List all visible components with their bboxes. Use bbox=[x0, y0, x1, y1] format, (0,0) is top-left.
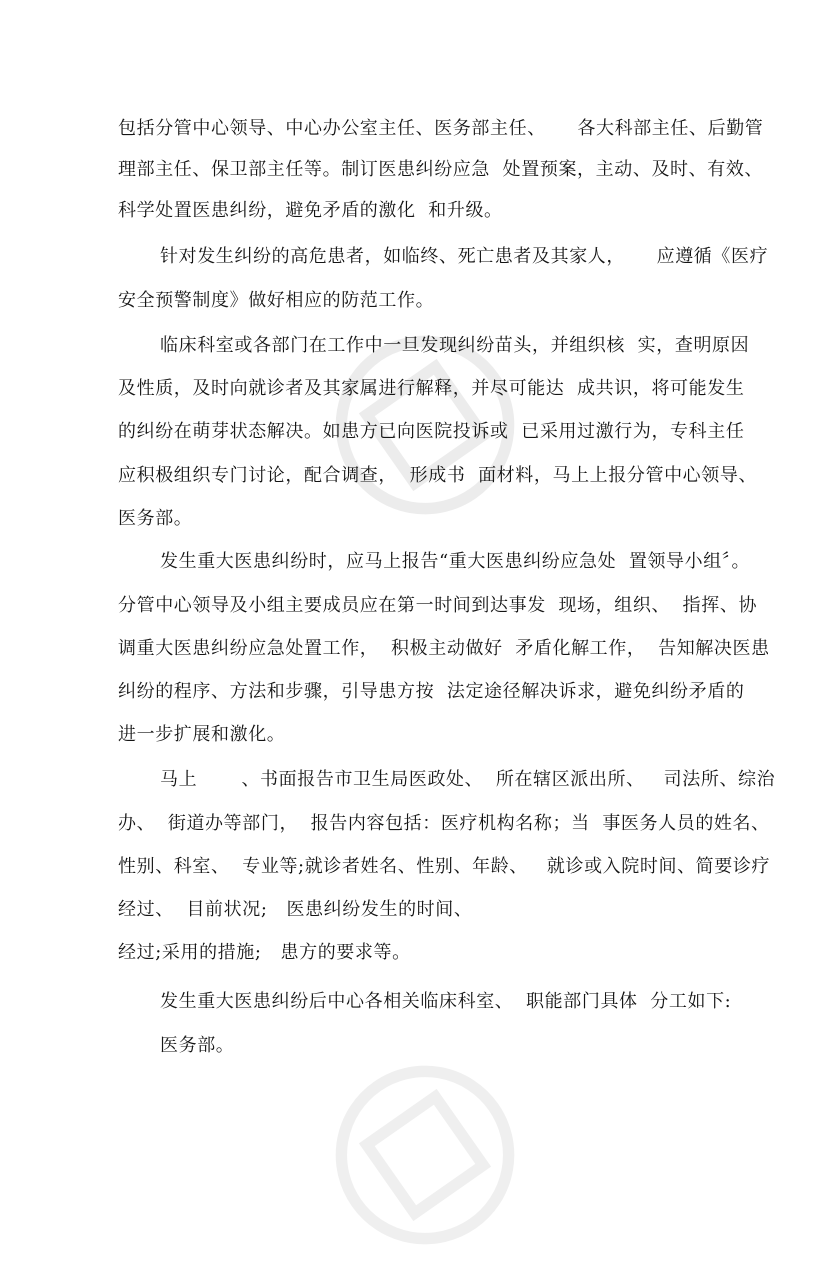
text-line: 包括分管中心领导、中心办公室主任、医务部主任、 各大科部主任、后勤管 bbox=[118, 118, 764, 139]
text-line: 经过、 目前状况; 医患纠纷发生的时间、 bbox=[118, 899, 473, 920]
text-line: 医务部。 bbox=[118, 508, 193, 529]
watermark-icon bbox=[293, 1023, 558, 1287]
text-line: 医务部。 bbox=[160, 1035, 235, 1056]
text-line: 及性质，及时向就诊者及其家属进行解释，并尽可能达 成共识，将可能发生 bbox=[118, 378, 745, 399]
text-line: 分管中心领导及小组主要成员应在第一时间到达事发 现场，组织、 指挥、协 bbox=[118, 595, 758, 616]
text-line: 针对发生纠纷的高危患者，如临终、死亡患者及其家人， 应遵循《医疗 bbox=[160, 246, 769, 267]
text-line: 发生重大医患纠纷后中心各相关临床科室、 职能部门具体 分工如下: bbox=[160, 991, 732, 1012]
text-line: 经过;采用的措施; 患方的要求等。 bbox=[118, 942, 411, 963]
text-line: 纠纷的程序、方法和步骤，引导患方按 法定途径解决诉求，避免纠纷矛盾的 bbox=[118, 681, 745, 702]
text-line: 性别、科室、 专业等;就诊者姓名、性别、年龄、 就诊或入院时间、简要诊疗 bbox=[118, 856, 771, 877]
text-line: 办、 街道办等部门， 报告内容包括：医疗机构名称；当 事医务人员的姓名、 bbox=[118, 813, 770, 834]
text-line: 马上 、书面报告市卫生局医政处、 所在辖区派出所、 司法所、综治 bbox=[160, 769, 776, 790]
text-line: 调重大医患纠纷应急处置工作， 积极主动做好 矛盾化解工作， 告知解决医患 bbox=[118, 638, 770, 659]
text-line: 理部主任、保卫部主任等。制订医患纠纷应急 处置预案，主动、及时、有效、 bbox=[118, 159, 764, 180]
text-line: 的纠纷在萌芽状态解决。如患方已向医院投诉或 已采用过激行为，专科主任 bbox=[118, 421, 745, 442]
text-line: 进一步扩展和激化。 bbox=[118, 724, 286, 745]
text-line: 发生重大医患纠纷时，应马上报告“重大医患纠纷应急处 置领导小组〞。 bbox=[160, 551, 751, 572]
text-line: 科学处置医患纠纷，避免矛盾的激化 和升级。 bbox=[118, 200, 503, 221]
text-line: 应积极组织专门讨论，配合调查， 形成书 面材料，马上上报分管中心领导、 bbox=[118, 465, 758, 486]
text-line: 临床科室或各部门在工作中一旦发现纠纷苗头，并组织核 实，查明原因 bbox=[160, 335, 750, 356]
text-line: 安全预警制度》做好相应的防范工作。 bbox=[118, 290, 435, 311]
